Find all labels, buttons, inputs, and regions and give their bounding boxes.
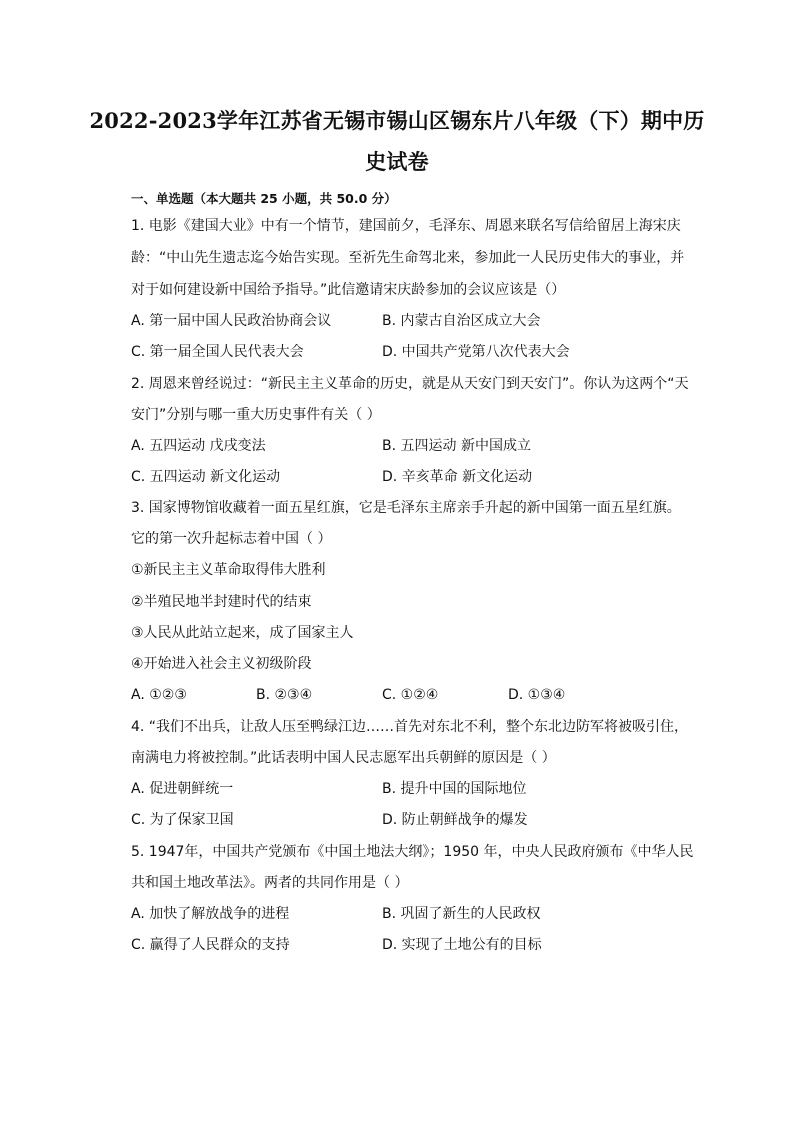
- question-3-option-d: D. ①③④: [508, 687, 566, 703]
- question-4-option-c: C. 为了保家卫国: [131, 812, 234, 828]
- question-5-stem-line: 共和国土地改革法》。两者的共同作用是（ ）: [131, 875, 409, 891]
- question-2-option-b: B. 五四运动 新中国成立: [382, 438, 531, 454]
- question-4-option-b: B. 提升中国的国际地位: [382, 781, 527, 797]
- question-2-option-c: C. 五四运动 新文化运动: [131, 469, 281, 485]
- question-5-option-c: C. 赢得了人民群众的支持: [131, 937, 290, 953]
- question-2-option-d: D. 辛亥革命 新文化运动: [382, 469, 533, 485]
- question-3-stem-line: 3. 国家博物馆收藏着一面五星红旗，它是毛泽东主席亲手升起的新中国第一面五星红旗。: [131, 500, 681, 516]
- section-heading: 一、单选题（本大题共 25 小题，共 50.0 分）: [131, 191, 397, 206]
- question-3-option-c: C. ①②④: [382, 687, 439, 703]
- question-4-stem-line: 南满电力将被控制。”此话表明中国人民志愿军出兵朝鲜的原因是（ ）: [131, 750, 556, 766]
- question-3-statement-3: ③人民从此站立起来，成了国家主人: [131, 625, 354, 641]
- question-5-option-d: D. 实现了土地公有的目标: [382, 937, 542, 953]
- question-5-option-a: A. 加快了解放战争的进程: [131, 906, 290, 922]
- question-1-stem-line: 对于如何建设新中国给予指导。”此信邀请宋庆龄参加的会议应该是（）: [131, 282, 566, 298]
- question-1-option-c: C. 第一届全国人民代表大会: [131, 344, 304, 360]
- question-5-stem-line: 5. 1947年，中国共产党颁布《中国土地法大纲》；1950 年，中央人民政府颁布《中华人民: [131, 844, 694, 860]
- question-4-option-a: A. 促进朝鲜统一: [131, 781, 234, 797]
- question-1-option-b: B. 内蒙古自治区成立大会: [382, 313, 541, 329]
- question-2-stem-line: 安门”分别与哪一重大历史事件有关（ ）: [131, 407, 381, 423]
- question-3-statement-4: ④开始进入社会主义初级阶段: [131, 656, 312, 672]
- question-2-option-a: A. 五四运动 戊戌变法: [131, 438, 266, 454]
- question-4-option-d: D. 防止朝鲜战争的爆发: [382, 812, 528, 828]
- question-2-stem-line: 2. 周恩来曾经说过：“新民主主义革命的历史，就是从天安门到天安门”。你认为这两个“天: [131, 376, 689, 392]
- question-1-stem-line: 1. 电影《建国大业》中有一个情节，建国前夕，毛泽东、周恩来联名写信给留居上海宋庆: [131, 218, 681, 234]
- question-3-option-b: B. ②③④: [256, 687, 313, 703]
- question-3-option-a: A. ①②③: [131, 687, 187, 703]
- exam-title-line-1: 2022-2023学年江苏省无锡市锡山区锡东片八年级（下）期中历: [89, 108, 705, 133]
- question-1-stem-line: 龄：“中山先生遗志迄今始告实现。至祈先生命驾北来，参加此一人民历史伟大的事业，并: [131, 250, 685, 266]
- exam-title-line-2: 史试卷: [365, 149, 429, 174]
- question-3-statement-1: ①新民主主义革命取得伟大胜利: [131, 562, 326, 578]
- question-1-option-a: A. 第一届中国人民政治协商会议: [131, 313, 332, 329]
- question-1-option-d: D. 中国共产党第八次代表大会: [382, 344, 570, 360]
- question-4-stem-line: 4. “我们不出兵，让敌人压至鸭绿江边……首先对东北不利，整个东北边防军将被吸引住，: [131, 719, 689, 735]
- question-3-stem-line: 它的第一次升起标志着中国（ ）: [131, 531, 332, 547]
- question-5-option-b: B. 巩固了新生的人民政权: [382, 906, 541, 922]
- question-3-statement-2: ②半殖民地半封建时代的结束: [131, 594, 312, 610]
